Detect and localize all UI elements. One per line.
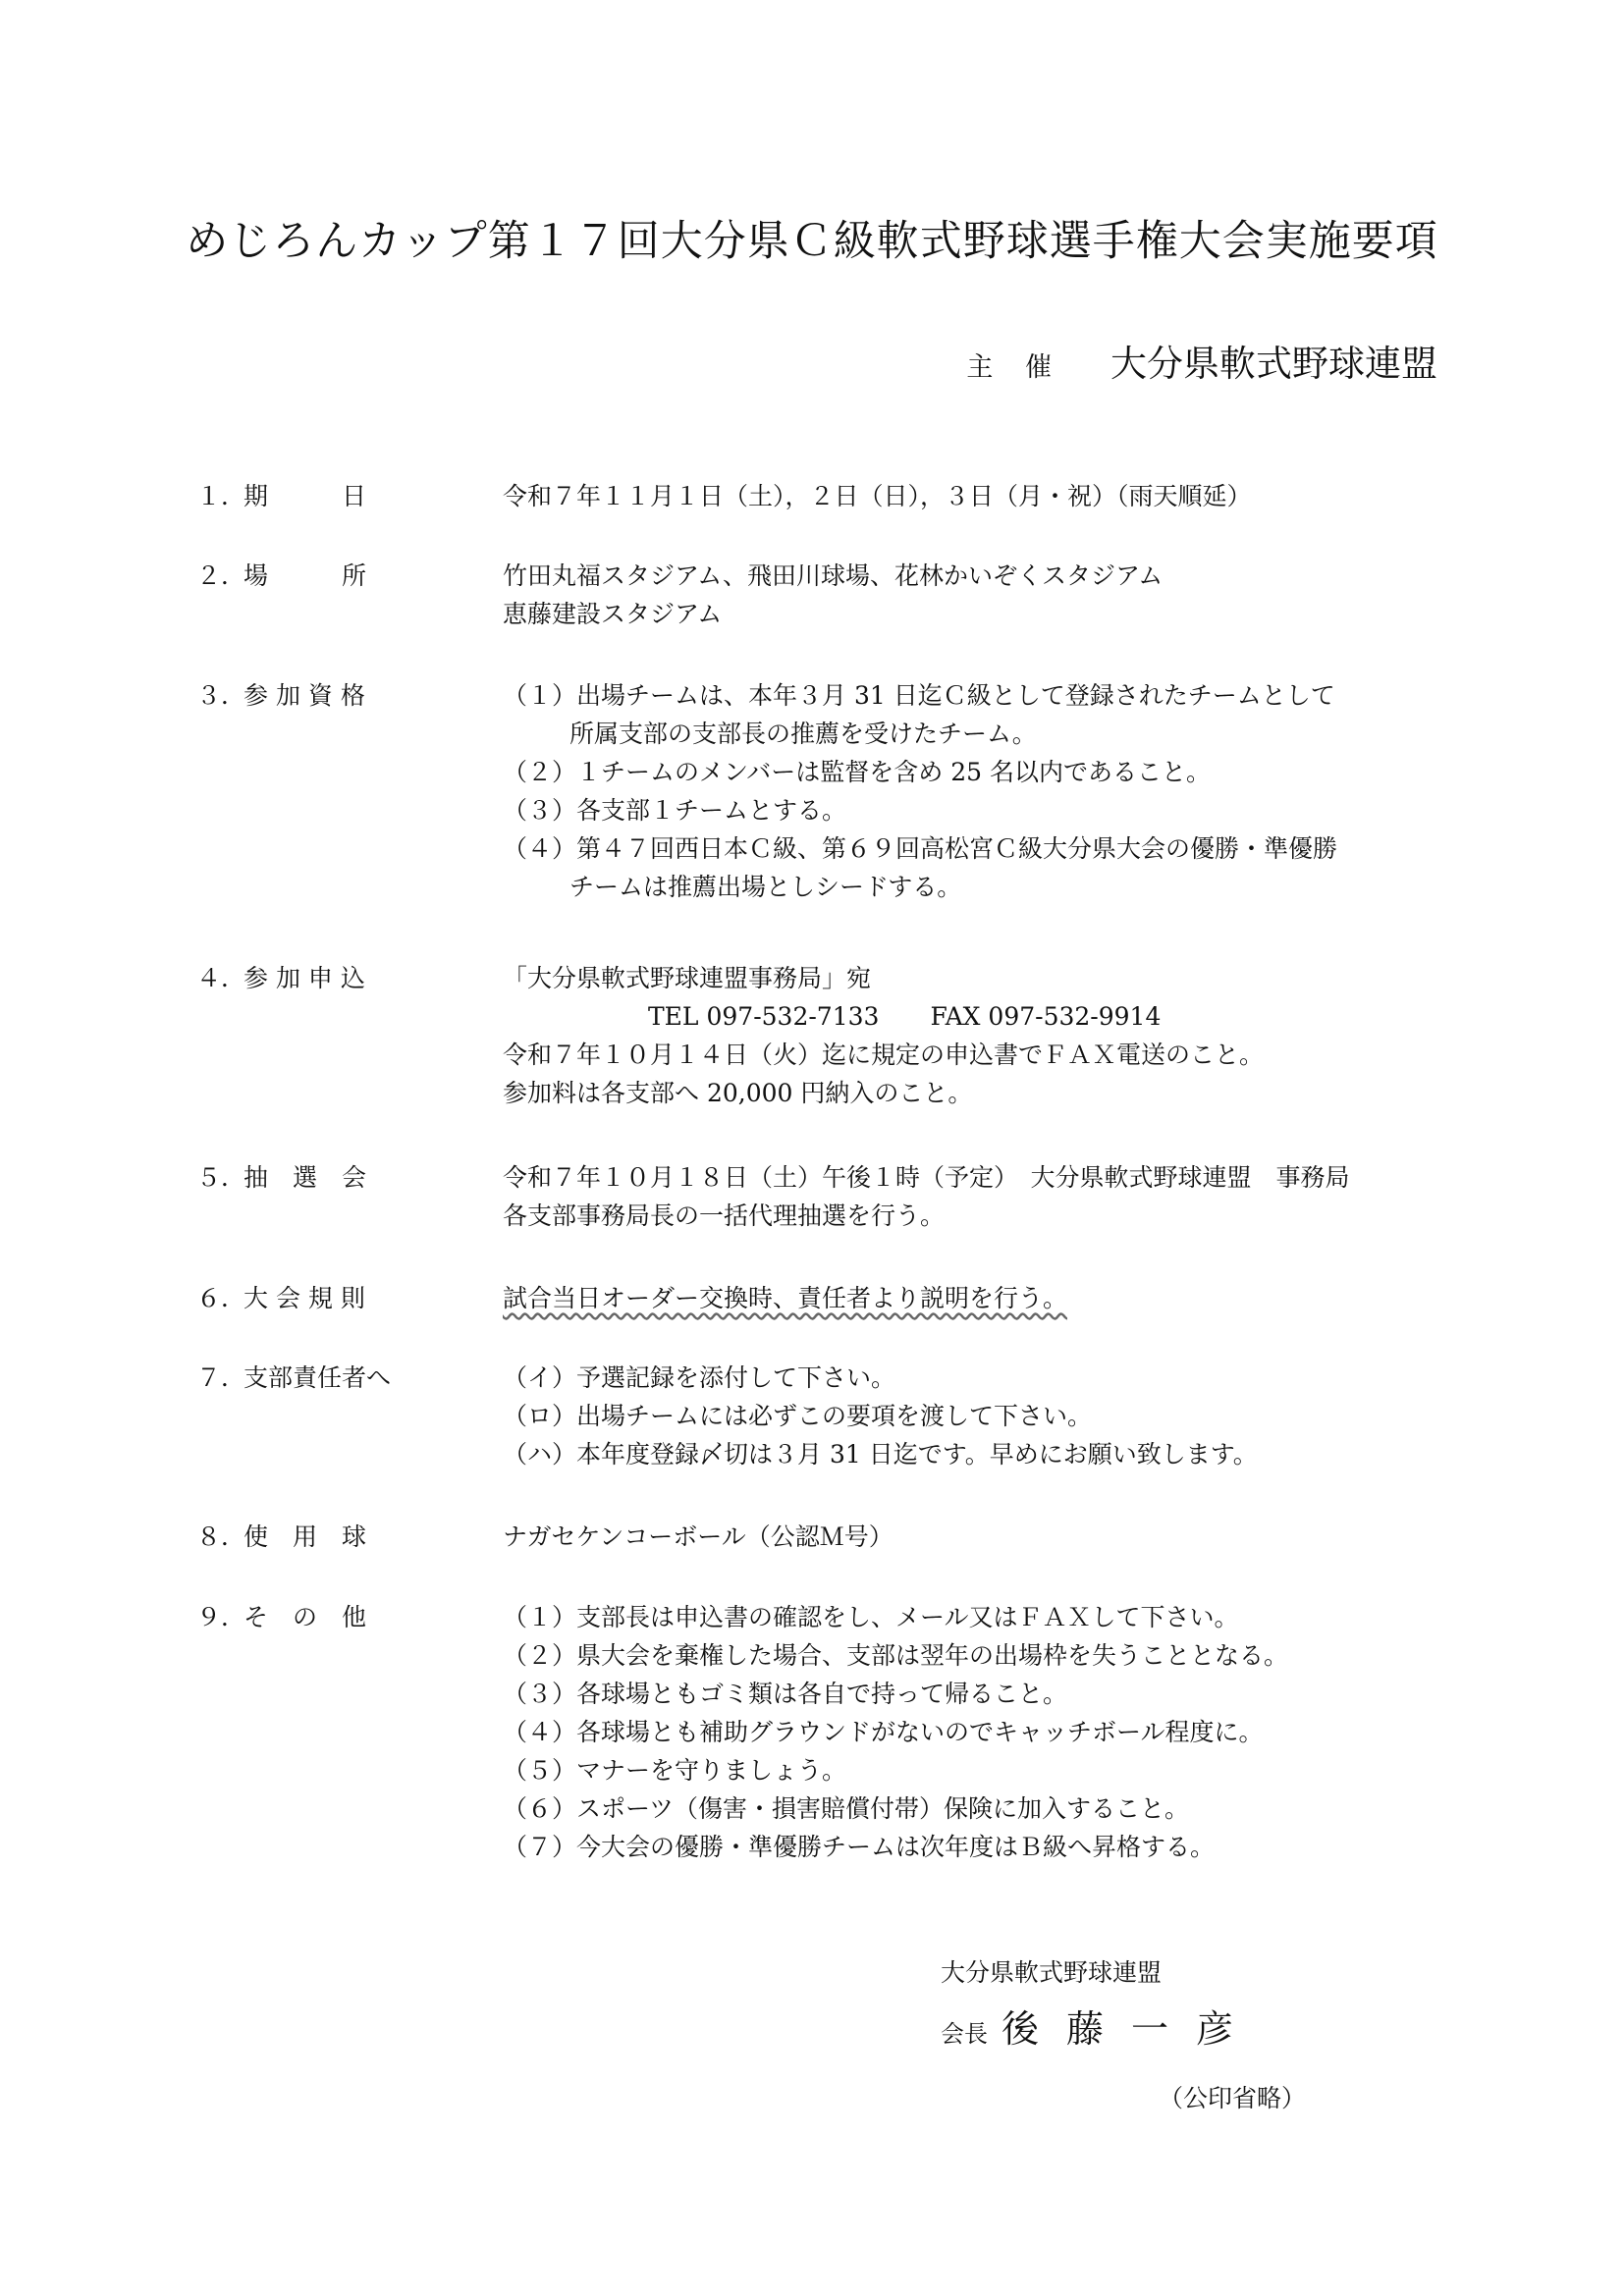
sponsor-label: 主 催 bbox=[966, 352, 1063, 383]
section-body bbox=[503, 959, 1485, 1112]
section-line: （１）出場チームは、本年３月 31 日迄Ｃ級として登録されたチームとして bbox=[503, 681, 1335, 710]
seal-note: （公印省略） bbox=[1159, 2084, 1307, 2112]
section-heading bbox=[196, 1598, 501, 1636]
section-heading bbox=[196, 1158, 501, 1197]
section-number: ５． bbox=[196, 1163, 246, 1192]
section-line: 恵藤建設スタジアム bbox=[503, 600, 723, 628]
section-line: （イ）予選記録を添付して下さい。 bbox=[503, 1363, 896, 1392]
section-number: ６． bbox=[196, 1284, 246, 1312]
section-body bbox=[503, 1279, 1485, 1317]
section-line: 令和７年１１月１日（土），２日（日），３日（月・祝）（雨天順延） bbox=[503, 482, 1252, 510]
section-line: チームは推薦出場としシードする。 bbox=[569, 873, 962, 901]
section-body bbox=[503, 676, 1485, 906]
section-line: 竹田丸福スタジアム、飛田川球場、花林かいぞくスタジアム bbox=[503, 561, 1164, 590]
section-title: 大 会 規 則 bbox=[244, 1284, 365, 1312]
section-number: ２． bbox=[196, 561, 246, 590]
section-title: 抽 選 会 bbox=[244, 1163, 367, 1192]
section-heading bbox=[196, 1518, 501, 1556]
section-line: （５）マナーを守りましょう。 bbox=[503, 1756, 847, 1785]
section-body bbox=[503, 1359, 1485, 1473]
section-heading bbox=[196, 676, 501, 715]
section-number: １． bbox=[196, 482, 246, 510]
section-line: 令和７年１０月１８日（土）午後１時（予定） 大分県軟式野球連盟 事務局 bbox=[503, 1163, 1350, 1192]
section-line: 所属支部の支部長の推薦を受けたチーム。 bbox=[569, 720, 1037, 748]
section-title: 参 加 申 込 bbox=[244, 964, 365, 992]
section-heading bbox=[196, 959, 501, 997]
section-line: （４）第４７回西日本Ｃ級、第６９回高松宮Ｃ級大分県大会の優勝・準優勝 bbox=[503, 834, 1338, 863]
president-label: 会長 bbox=[941, 2020, 988, 2048]
section-line: （ロ）出場チームには必ずこの要項を渡して下さい。 bbox=[503, 1402, 1093, 1430]
section-number: ８． bbox=[196, 1522, 246, 1551]
section-title: そ の 他 bbox=[244, 1603, 367, 1631]
president-name: 後藤一彦 bbox=[1001, 2007, 1262, 2051]
section-line: （６）スポーツ（傷害・損害賠償付帯）保険に加入すること。 bbox=[503, 1794, 1190, 1823]
section-title: 期 日 bbox=[244, 482, 367, 510]
section-line: （３）各支部１チームとする。 bbox=[503, 796, 847, 825]
footer-president bbox=[941, 1999, 1261, 2053]
section-line: （２）１チームのメンバーは監督を含め 25 名以内であること。 bbox=[503, 758, 1211, 786]
contact-line bbox=[503, 997, 1485, 1036]
section-heading bbox=[196, 557, 501, 595]
section-line: （１）支部長は申込書の確認をし、メール又はＦＡＸして下さい。 bbox=[503, 1603, 1239, 1631]
sponsor-name: 大分県軟式野球連盟 bbox=[1110, 343, 1437, 385]
section-number: ４． bbox=[196, 964, 246, 992]
section-line: （２）県大会を棄権した場合、支部は翌年の出場枠を失うこととなる。 bbox=[503, 1641, 1289, 1670]
fax-number: FAX 097-532-9914 bbox=[930, 1002, 1162, 1031]
section-number: ７． bbox=[196, 1363, 246, 1392]
section-number: ３． bbox=[196, 681, 246, 710]
section-title: 場 所 bbox=[244, 561, 367, 590]
section-line: （４）各球場とも補助グラウンドがないのでキャッチボール程度に。 bbox=[503, 1718, 1264, 1746]
section-heading bbox=[196, 1279, 501, 1317]
section-number: ９． bbox=[196, 1603, 246, 1631]
section-line: （ハ）本年度登録〆切は３月 31 日迄です。早めにお願い致します。 bbox=[503, 1440, 1258, 1468]
section-line: 令和７年１０月１４日（火）迄に規定の申込書でＦＡＸ電送のこと。 bbox=[503, 1041, 1265, 1069]
section-line: 参加料は各支部へ 20,000 円納入のこと。 bbox=[503, 1079, 973, 1107]
footer-organization: 大分県軟式野球連盟 bbox=[941, 1958, 1163, 1987]
section-line: （３）各球場ともゴミ類は各自で持って帰ること。 bbox=[503, 1680, 1068, 1708]
section-line: （７）今大会の優勝・準優勝チームは次年度はＢ級へ昇格する。 bbox=[503, 1833, 1216, 1861]
section-line: 試合当日オーダー交換時、責任者より説明を行う。 bbox=[503, 1284, 1068, 1312]
section-title: 参 加 資 格 bbox=[244, 681, 365, 710]
section-title: 使 用 球 bbox=[244, 1522, 367, 1551]
section-heading bbox=[196, 1359, 501, 1397]
section-body bbox=[503, 1158, 1485, 1235]
page-title: めじろんカップ第１７回大分県Ｃ級軟式野球選手権大会実施要項 bbox=[186, 217, 1438, 266]
section-heading bbox=[196, 477, 501, 515]
section-body bbox=[503, 1598, 1485, 1866]
section-body bbox=[503, 557, 1485, 633]
tel-number: TEL 097-532-7133 bbox=[648, 1002, 880, 1031]
section-line: 各支部事務局長の一括代理抽選を行う。 bbox=[503, 1201, 946, 1230]
section-line: 「大分県軟式野球連盟事務局」宛 bbox=[503, 964, 872, 992]
sponsor-line bbox=[966, 334, 1437, 387]
section-body bbox=[503, 477, 1485, 515]
section-line: ナガセケンコーボール（公認Ｍ号） bbox=[503, 1522, 893, 1551]
section-body bbox=[503, 1518, 1485, 1556]
section-title: 支部責任者へ bbox=[244, 1363, 392, 1392]
